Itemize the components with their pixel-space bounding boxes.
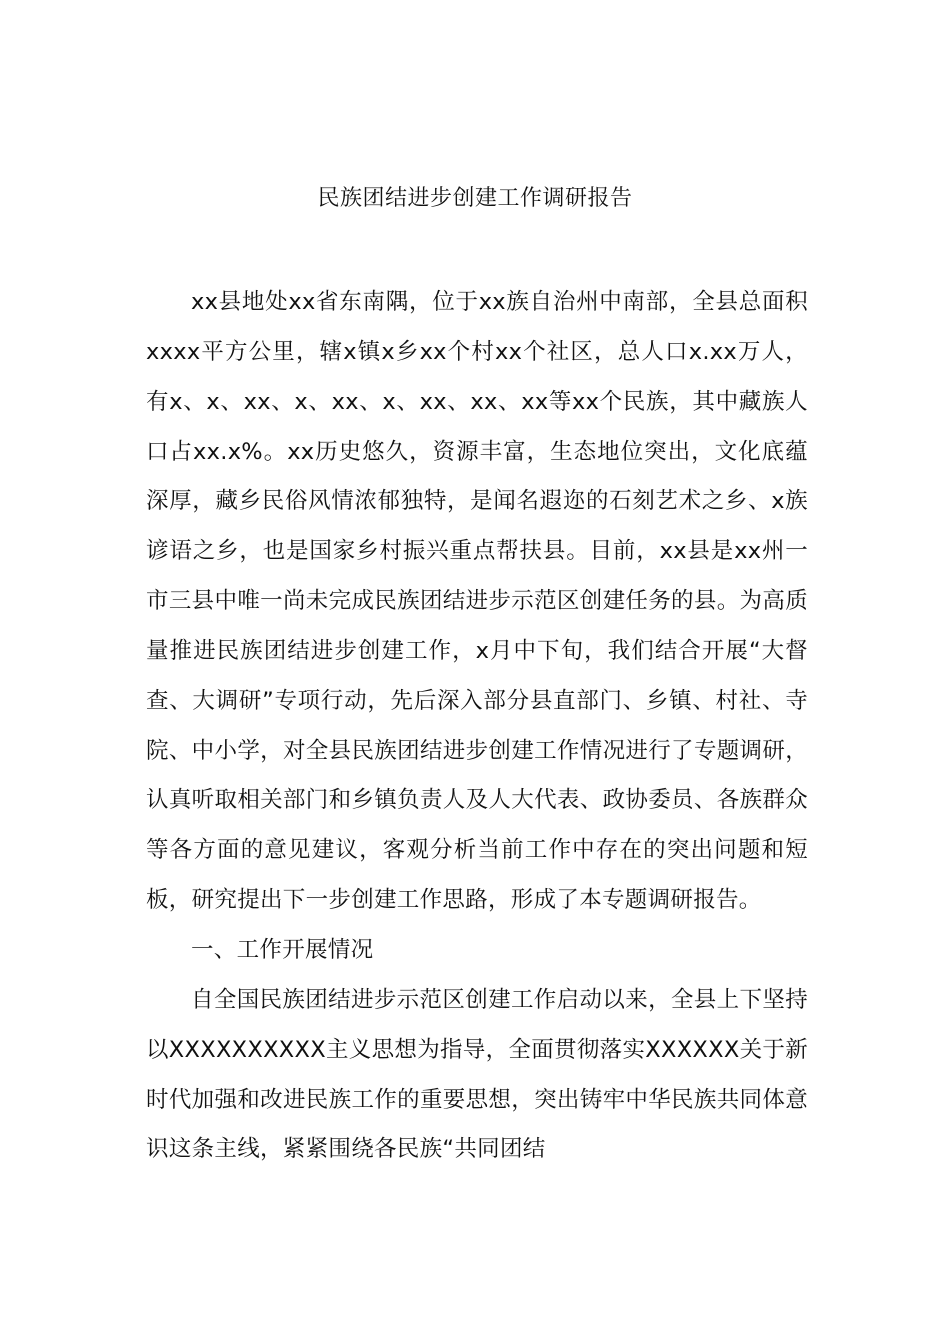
document-title: 民族团结进步创建工作调研报告 <box>317 186 633 211</box>
section-paragraph: 自全国民族团结进步示范区创建工作启动以来，全县上下坚持以XXXXXXXXXX主义思想为指导，全面贯彻落实XXXXXX关于新时代加强和改进民族工作的重要思想，突出铸牢中华民族共同体意识这条主线，紧紧围绕各民族“共同团结 <box>146 986 808 1163</box>
intro-paragraph: xx县地处xx省东南隅，位于xx族自治州中南部，全县总面积xxxx平方公里，辖x镇x乡xx个村xx个社区，总人口x.xx万人，有x、x、xx、x、xx、x、xx、xx、xx等xx个民族，其中藏族人口占xx.x%。xx历史悠久，资源丰富，生态地位突出，文化底蕴深厚，藏乡民俗风情浓郁独特，是闻名遐迩的石刻艺术之乡、x族谚语之乡，也是国家乡村振兴重点帮扶县。目前，xx县是xx州一市三县中唯一尚未完成民族团结进步示范区创建任务的县。为高质量推进民族团结进步创建工作，x月中下旬，我们结合开展“大督查、大调研”专项行动，先后深入部分县直部门、乡镇、村社、寺院、中小学，对全县民族团结进步创建工作情况进行了专题调研，认真听取相关部门和乡镇负责人及人大代表、政协委员、各族群众等各方面的意见建议，客观分析当前工作中存在的突出问题和短板，研究提出下一步创建工作思路，形成了本专题调研报告。 <box>146 289 808 914</box>
section-heading: 一、工作开展情况 <box>191 936 374 963</box>
document-body <box>146 278 808 1175</box>
